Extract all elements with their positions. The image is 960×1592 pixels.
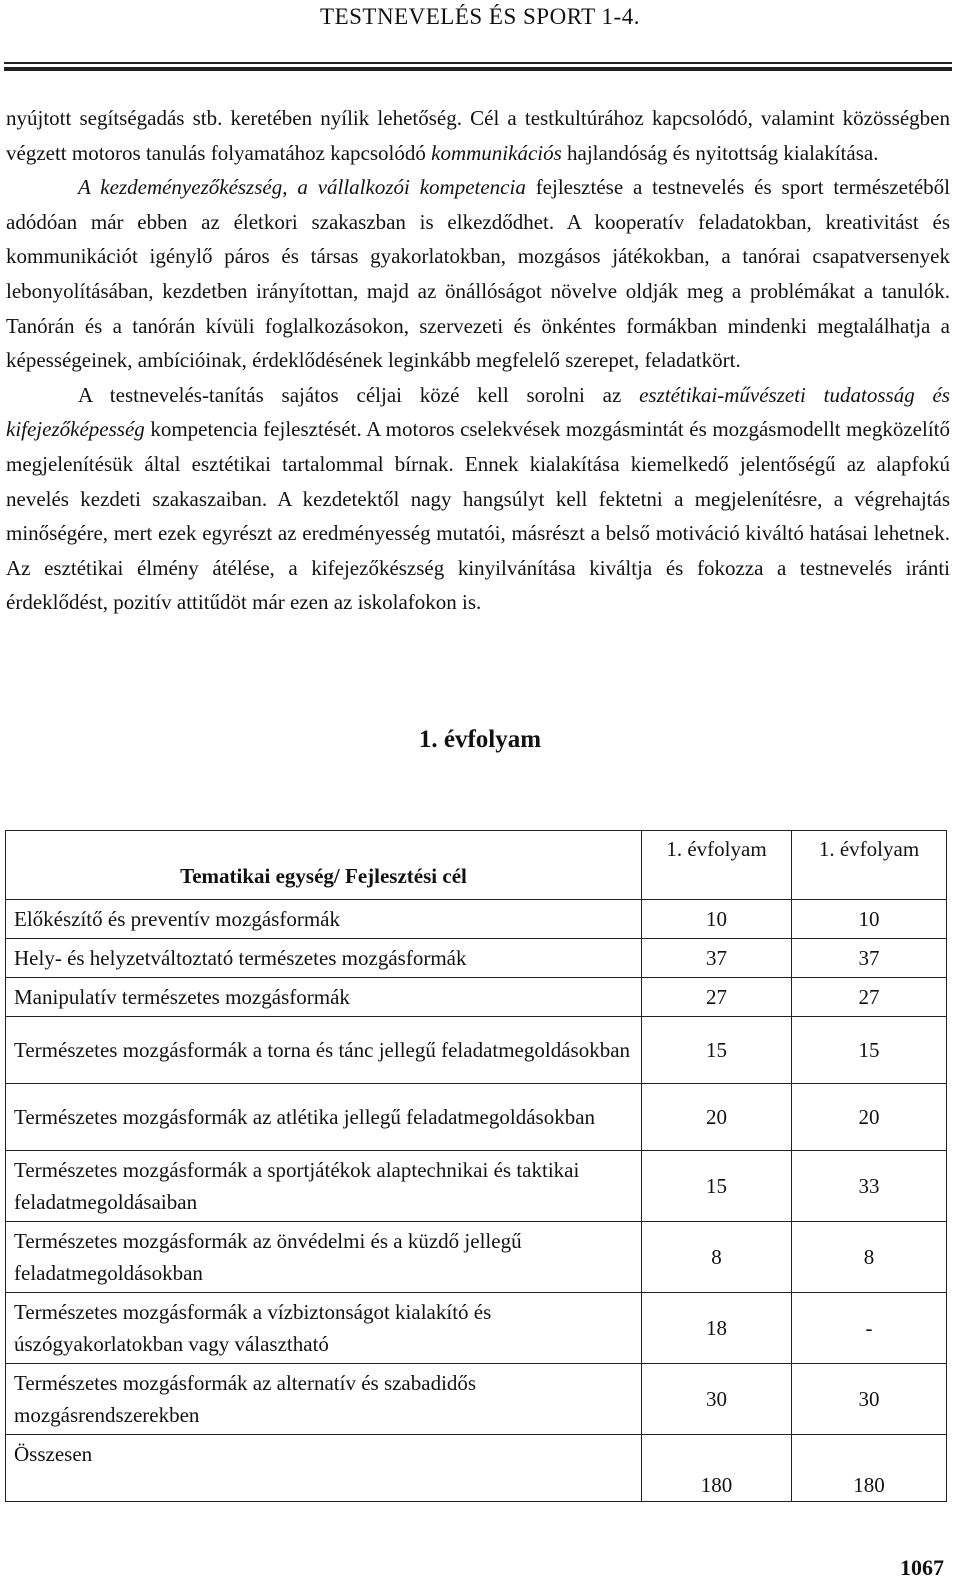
page-number: 1067 (900, 1555, 944, 1580)
paragraph-3 (6, 378, 950, 620)
table-header-row (6, 831, 947, 900)
header-grade-2: 1. évfolyam (792, 831, 947, 900)
table-row (6, 1017, 947, 1084)
paragraph-3-text-c: kompetencia fejlesztését. A motoros cselekvések mozgásmintát és mozgásmodellt megközelítő megjelenítésük által esztétikai tartalommal bírnak. Ennek kialakítása kiemelkedő jelentőségű az alapfokú nevelés kezdeti szakaszaiban. A kezdetektől nagy hangsúlyt kell fektetni a megjelenítésre, a végrehajtás minőségére, mert ezek egyrészt az eredményesség mutatói, másrészt a belső motiváció kiváltó hatásai lehetnek. Az esztétikai élmény átélése, a kifejezőkészség kinyilvánítása kiváltja és fokozza a testnevelés iránti érdeklődést, pozitív attitűdöt már ezen az iskolafokon is. (6, 417, 950, 615)
row-hours-2: 30 (792, 1364, 947, 1435)
row-label: Természetes mozgásformák az atlétika jellegű feladatmegoldásokban (6, 1084, 642, 1151)
row-hours-1: 15 (642, 1151, 792, 1222)
row-hours-1: 15 (642, 1017, 792, 1084)
table-row (6, 939, 947, 978)
paragraph-1-text-a: nyújtott segítségadás stb. keretében nyílik lehetőség. Cél a testkultúrához kapcsolódó, valamint közösségben végzett motoros tanulás folyamatához kapcsolódó (6, 106, 950, 165)
paragraph-1-text-c: hajlandóság és nyitottság kialakítása. (561, 140, 879, 165)
total-hours-2: 180 (792, 1435, 947, 1502)
row-hours-1: 10 (642, 900, 792, 939)
row-hours-2: 15 (792, 1017, 947, 1084)
row-label: Természetes mozgásformák az önvédelmi és a küzdő jellegű feladatmegoldásokban (6, 1222, 642, 1293)
row-hours-1: 30 (642, 1364, 792, 1435)
table-row (6, 900, 947, 939)
paragraph-1 (6, 101, 950, 170)
header-grade-1: 1. évfolyam (642, 831, 792, 900)
header-topic: Tematikai egység/ Fejlesztési cél (6, 831, 642, 900)
row-hours-2: 37 (792, 939, 947, 978)
row-label: Természetes mozgásformák az alternatív és szabadidős mozgásrendszerekben (6, 1364, 642, 1435)
row-hours-1: 27 (642, 978, 792, 1017)
row-hours-2: 20 (792, 1084, 947, 1151)
total-hours-1: 180 (642, 1435, 792, 1502)
paragraph-2-text-b: fejlesztése a testnevelés és sport természetéből adódóan már ebben az életkori szakaszban is elkezdődhet. A kooperatív feladatokban, kreativitást és kommunikációt igénylő páros és társas gyakorlatokban, mozgásos játékokban, a tanórai csapatversenyek lebonyolításában, kezdetben irányítottan, majd az önállóságot növelve oldják meg a problémákat a tanulók. Tanórán és a tanórán kívüli foglalkozásokon, szervezeti és önkéntes formákban mindenki megtalálhatja a képességeinek, ambícióinak, érdeklődésének leginkább megfelelő szerepet, feladatkört. (6, 175, 950, 373)
table-row (6, 978, 947, 1017)
table-row (6, 1364, 947, 1435)
row-label: Természetes mozgásformák a vízbiztonságot kialakító és úszógyakorlatokban vagy választható (6, 1293, 642, 1364)
header-rule-thin (4, 62, 952, 64)
table-row (6, 1084, 947, 1151)
running-header: TESTNEVELÉS ÉS SPORT 1-4. (320, 4, 640, 29)
row-hours-2: 8 (792, 1222, 947, 1293)
grade-heading: 1. évfolyam (418, 726, 542, 753)
row-hours-2: 33 (792, 1151, 947, 1222)
table-row (6, 1151, 947, 1222)
body-text (6, 101, 950, 620)
row-label: Természetes mozgásformák a sportjátékok alaptechnikai és taktikai feladatmegoldásaiban (6, 1151, 642, 1222)
row-label: Természetes mozgásformák a torna és tánc jellegű feladatmegoldásokban (6, 1017, 642, 1084)
row-hours-2: 10 (792, 900, 947, 939)
row-hours-2: - (792, 1293, 947, 1364)
curriculum-table (5, 830, 947, 1502)
row-label: Hely- és helyzetváltoztató természetes mozgásformák (6, 939, 642, 978)
paragraph-3-emphasis: esztétikai-művészeti tudatosság és kifejezőképesség (6, 382, 950, 442)
row-hours-2: 27 (792, 978, 947, 1017)
paragraph-2-emphasis: A kezdeményezőkészség, a vállalkozói kompetencia (78, 175, 526, 200)
paragraph-3-text-a: A testnevelés-tanítás sajátos céljai közé kell sorolni az (78, 382, 640, 407)
row-hours-1: 20 (642, 1084, 792, 1151)
paragraph-2 (6, 170, 950, 378)
row-label: Manipulatív természetes mozgásformák (6, 978, 642, 1017)
table-row (6, 1222, 947, 1293)
row-label: Előkészítő és preventív mozgásformák (6, 900, 642, 939)
row-hours-1: 37 (642, 939, 792, 978)
table-total-row (6, 1435, 947, 1502)
paragraph-1-emphasis: kommunikációs (431, 140, 562, 165)
total-label: Összesen (6, 1435, 642, 1502)
header-rule-thick (4, 67, 952, 71)
row-hours-1: 8 (642, 1222, 792, 1293)
table-row (6, 1293, 947, 1364)
row-hours-1: 18 (642, 1293, 792, 1364)
